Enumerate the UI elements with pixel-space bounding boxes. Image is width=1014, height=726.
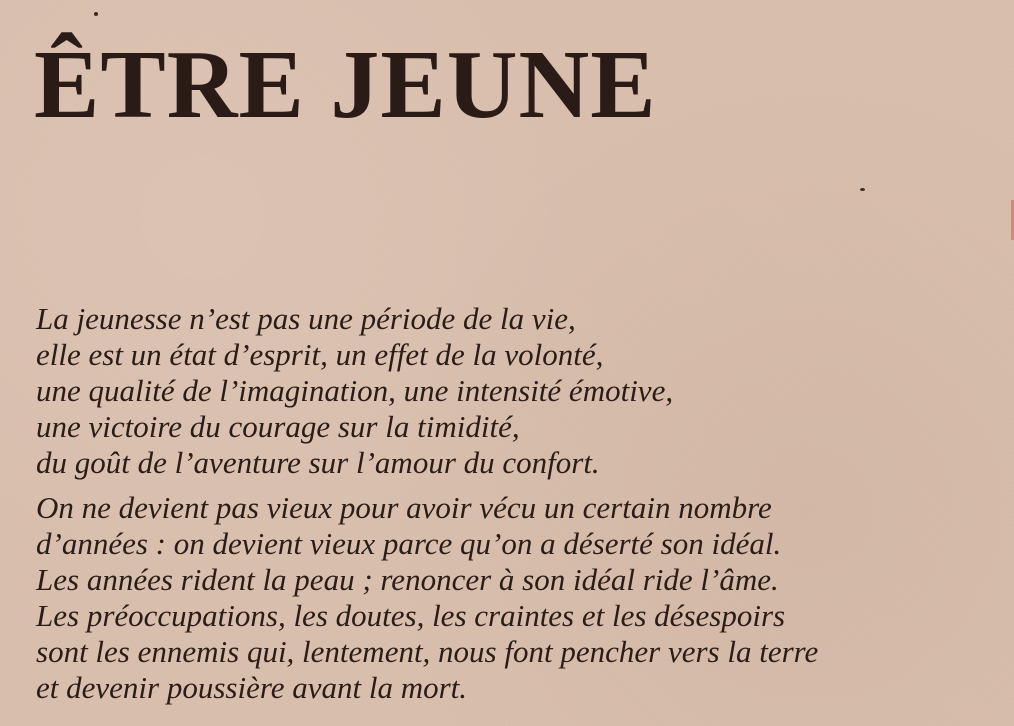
stanza-line: et devenir poussière avant la mort. — [36, 670, 468, 705]
ink-speck — [94, 12, 98, 16]
stanza-line: Les préoccupations, les doutes, les craintes et les désespoirs — [36, 598, 786, 633]
stanza-line: d’années : on devient vieux parce qu’on a déserté son idéal. — [36, 526, 782, 561]
ink-speck — [860, 188, 865, 191]
stanza-line: du goût de l’aventure sur l’amour du confort. — [36, 445, 600, 480]
stanza-1 — [36, 301, 673, 481]
stanza-line: une victoire du courage sur la timidité, — [36, 409, 520, 444]
stanza-line: elle est un état d’esprit, un effet de la volonté, — [36, 337, 604, 372]
stanza-2 — [36, 490, 818, 706]
stanza-line: La jeunesse n’est pas une période de la vie, — [36, 301, 576, 336]
stanza-line: sont les ennemis qui, lentement, nous font pencher vers la terre — [36, 634, 819, 669]
stanza-line: une qualité de l’imagination, une intensité émotive, — [36, 373, 674, 408]
stanza-line: On ne devient pas vieux pour avoir vécu un certain nombre — [36, 490, 772, 525]
page-title: ÊTRE JEUNE — [34, 31, 657, 139]
stanza-line: Les années rident la peau ; renoncer à son idéal ride l’âme. — [36, 562, 779, 597]
